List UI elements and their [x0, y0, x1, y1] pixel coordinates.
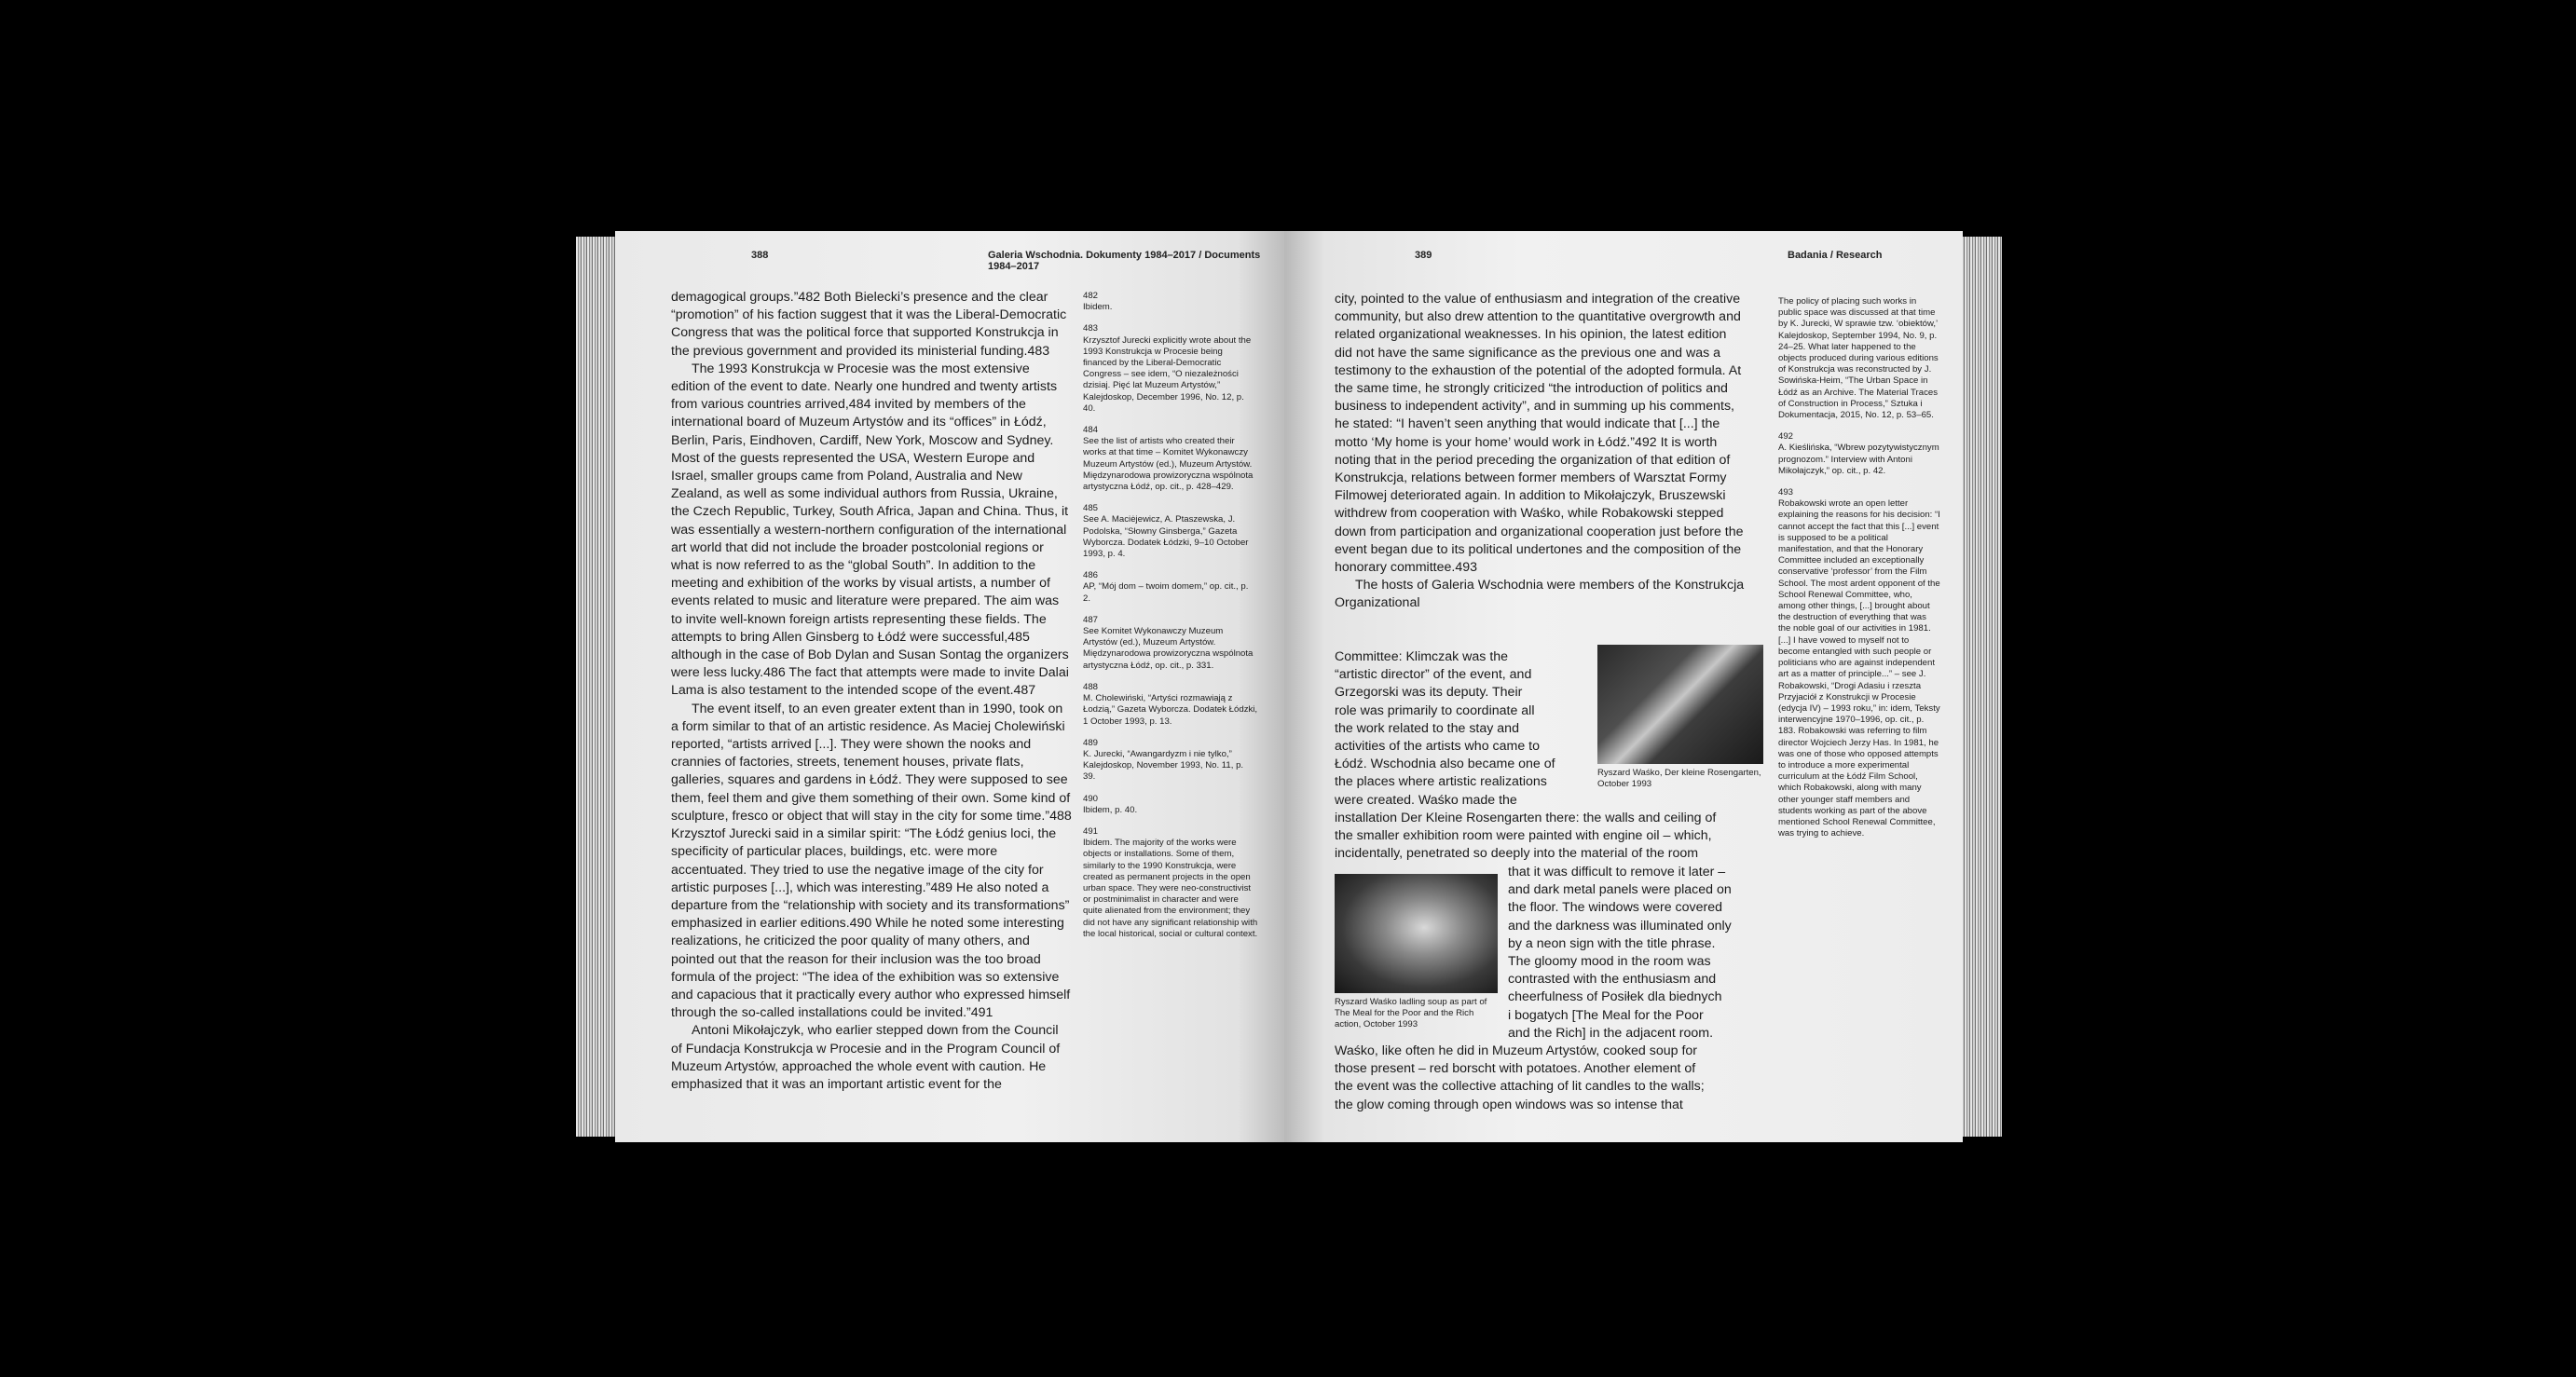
- text-line: the places where artistic realizations: [1335, 774, 1547, 790]
- text-line: the glow coming through open windows was so intense that: [1335, 1097, 1683, 1112]
- footnote: 486 AP, “Mój dom – twoim domem,” op. cit., p. 2.: [1083, 570, 1249, 604]
- right-page: [1284, 231, 1963, 1142]
- footnote: 491 Ibidem. The majority of the works were objects or installations. Some of them, similarly to the 1990 Konstrukcja, were created as permanent projects in the open urban space. They were neo-constructivist or postminimalist in character and were quite alienated from the environment; they did not have any significant relationship with the local historical, social or cultural context.: [1083, 825, 1258, 939]
- text-line: by a neon sign with the title phrase.: [1508, 935, 1716, 951]
- footnote: 488 M. Cholewiński, “Artyści rozmawiają z Łodzią,” Gazeta Wyborcza. Dodatek Łódzki, 1 October 1993, p. 13.: [1083, 681, 1258, 727]
- photo-ladling-soup: [1335, 874, 1498, 993]
- footnote: 490 Ibidem, p. 40.: [1083, 793, 1138, 815]
- text-line: the smaller exhibition room were painted with engine oil – which,: [1335, 828, 1712, 844]
- footnote: 485 See A. Maciėjewicz, A. Ptaszewska, J. Podolska, “Słowny Ginsberga,” Gazeta Wyborcza. Dodatek Łódzki, 9–10 October 1993, p. 4.: [1083, 503, 1249, 560]
- text-line: cheerfulness of Posiłek dla biednych: [1508, 989, 1722, 1005]
- footnote: 487 See Komitet Wykonawczy Muzeum Artystów (ed.), Muzeum Artystów. Międzynarodowa prowizoryczna wspólnota artystyczna Łódź, op. cit., p. 331.: [1083, 614, 1254, 671]
- left-paragraph: demagogical groups.”482 Both Bielecki’s presence and the clear “promotion” of his faction suggest that it was the Liberal-Democratic Congress that was the political force that supported Konstrukcja in the previous government and provided its ministerial funding.483: [671, 290, 1067, 359]
- text-line: that it was difficult to remove it later –: [1508, 865, 1726, 879]
- left-footnotes: [1083, 291, 1258, 950]
- text-line: activities of the artists who came to: [1335, 739, 1540, 755]
- text-line: and the Rich] in the adjacent room.: [1508, 1025, 1714, 1041]
- text-line: Łódź. Wschodnia also became one of: [1335, 757, 1555, 772]
- text-line: “artistic director” of the event, and: [1335, 667, 1532, 683]
- right-text-beside-photo-1: [1335, 648, 1592, 810]
- page-edges-left: [576, 237, 619, 1137]
- text-line: i bogatych [The Meal for the Poor: [1508, 1007, 1704, 1023]
- left-paragraph: The event itself, to an even greater extent than in 1990, took on a form similar to that of an artistic residence. As Maciej Cholewiński reported, “artists arrived [...]. They were shown the nooks and crannies of factories, streets, tenement houses, private flats, galleries, squares and gardens in Łódź. They were supposed to see them, feel them and give them something of their own. Some kind of sculpture, fresco or object that will stay in the city for some time.”488 Krzysztof Jurecki said in a similar spirit: “The Łódź genius loci, the specificity of particular places, buildings, etc. were more accentuated. They tried to use the negative image of the city for artistic purposes [...], which was interesting.”489 He also noted a departure from the “relationship with society and its transformations” emphasized in earlier editions.490 While he noted some interesting realizations, he criticized the poor quality of many others, and pointed out that the reason for their inclusion was the too broad formula of the project: “The idea of the exhibition was so extensive and capacious that it practically every author who expressed himself through the so-called installations could be invited.”491: [671, 701, 1072, 1021]
- photo-der-kleine-rosengarten: [1597, 645, 1763, 764]
- right-main-text-top: [1335, 291, 1745, 613]
- text-line: contrasted with the enthusiasm and: [1508, 972, 1717, 988]
- right-paragraph: city, pointed to the value of enthusiasm and integration of the creative community, but also drew attention to the quantitative overgrowth and related organizational weaknesses. In his opinion, the latest edition did not have the same significance as the previous one and was a testimony to the exhaustion of the potential of the adopted formula. At the same time, he strongly criticized “the introduction of politics and business to independent activity”, and in summing up his comments, he stated: “I haven’t seen anything that would indicate that [...] the motto ‘My home is your home’ would work in Łódź.”492 It is worth noting that in the period preceding the organization of that edition of Konstrukcja, relations between former members of Warsztat Formy Filmowej deteriorated again. In addition to Mikołajczyk, Bruszewski withdrew from cooperation with Waśko, while Robakowski stepped down from participation and organizational cooperation just before the event began due to its political undertones and the composition of the honorary committee.493: [1335, 292, 1744, 576]
- photo-1-caption: Ryszard Waśko, Der kleine Rosengarten, October 1993: [1597, 768, 1761, 790]
- text-line: Committee: Klimczak was the: [1335, 649, 1509, 664]
- right-page-number: 389: [1415, 250, 1432, 261]
- text-line: the event was the collective attaching of lit candles to the walls;: [1335, 1079, 1705, 1095]
- text-line: the floor. The windows were covered: [1508, 900, 1723, 916]
- right-text-beside-photo-2: [1508, 864, 1765, 1043]
- text-line: role was primarily to coordinate all: [1335, 702, 1535, 718]
- text-line: Grzegorski was its deputy. Their: [1335, 685, 1523, 701]
- footnote: 489 K. Jurecki, “Awangardyzm i nie tylko,” Kalejdoskop, November 1993, No. 11, p. 39.: [1083, 737, 1244, 783]
- right-text-mid: [1335, 810, 1763, 864]
- page-edges-right: [1959, 237, 2002, 1137]
- text-line: were created. Waśko made the: [1335, 792, 1517, 808]
- text-line: The gloomy mood in the room was: [1508, 954, 1711, 970]
- text-line: and dark metal panels were placed on: [1508, 882, 1732, 898]
- text-line: those present – red borscht with potatoes. Another element of: [1335, 1061, 1696, 1077]
- text-line: Waśko, like often he did in Muzeum Artystów, cooked soup for: [1335, 1043, 1698, 1058]
- footnote: 482 Ibidem.: [1083, 291, 1113, 313]
- left-paragraph: The 1993 Konstrukcja w Procesie was the most extensive edition of the event to date. Nearly one hundred and twenty artists from various countries arrived,484 invited by members of the international board of Muzeum Artystów and its “offices” in Łódź, Berlin, Paris, Eindhoven, Cardiff, New York, Moscow and Sydney. Most of the guests represented the USA, Western Europe and Israel, smaller groups came from Poland, Australia and New Zealand, as well as some individual authors from Russia, Ukraine, the Czech Republic, Turkey, South Africa, Japan and China. Thus, it was essentially a western-northern configuration of the international art world that did not include the broader postcolonial regions or what is now referred to as the “global South”. In addition to the meeting and exhibition of the works by visual artists, a number of events related to music and literature were prepared. The aim was to invite well-known foreign artists representing these fields. The attempts to bring Allen Ginsberg to Łódź were successful,485 although in the case of Bob Dylan and Susan Sontag the organizers were less lucky.486 The fact that attempts were made to invite Dalai Lama is also testament to the intended scope of the event.487: [671, 361, 1069, 699]
- text-line: and the darkness was illuminated only: [1508, 918, 1732, 934]
- right-running-title: Badania / Research: [1788, 250, 1883, 261]
- right-text-bottom: [1335, 1043, 1763, 1114]
- photo-2-caption: Ryszard Waśko ladling soup as part of The Meal for the Poor and the Rich action, October 1993: [1335, 997, 1487, 1030]
- text-line: the work related to the stay and: [1335, 720, 1519, 736]
- text-line: installation Der Kleine Rosengarten there: the walls and ceiling of: [1335, 811, 1717, 825]
- footnote: 492 A. Kieślińska, “Wbrew pozytywistycznym prognozom.” Interview with Antoni Mikołajczyk,” op. cit., p. 42.: [1778, 431, 1939, 476]
- left-page-number: 388: [751, 250, 769, 261]
- right-footnotes: [1778, 296, 1940, 850]
- right-paragraph: The hosts of Galeria Wschodnia were members of the Konstrukcja Organizational: [1335, 578, 1745, 611]
- left-page: [615, 231, 1284, 1142]
- text-line: incidentally, penetrated so deeply into the material of the room: [1335, 846, 1699, 862]
- left-paragraph: Antoni Mikołajczyk, who earlier stepped down from the Council of Fundacja Konstrukcja w Procesie and in the Program Council of Muzeum Artystów, approached the whole event with caution. He emphasized that it was an important artistic event for the: [671, 1023, 1061, 1092]
- left-running-title: Galeria Wschodnia. Dokumenty 1984–2017 / Documents 1984–2017: [988, 250, 1261, 272]
- footnote: 493 Robakowski wrote an open letter explaining the reasons for his decision: “I cannot accept the fact that this [...] event is supposed to be a political manifestation, and that the Honorary Committee included an exceptionally conservative ‘professor’ from the Film School. The most ardent opponent of the School Renewal Committee, who, among other things, [...] brought about the destruction of everything that was the noble goal of our activities in 1981. [...] I have vowed to myself not to become entangled with such people or politicians who are against independent art as a matter of principle...” – see J. Robakowski, “Drogi Adasiu i rzeszta Przyjaciół z Konstrukcji w Procesie (edycja IV) – 1993 roku,” in: idem, Teksty interwencyjne 1970–1996, op. cit., p. 183. Robakowski was referring to film director Wojciech Jerzy Has. In 1981, he was one of those who opposed attempts to introduce a more experimental curriculum at the Łódź Film School, which Robakowski, along with many other younger staff members and students working as part of the above mentioned School Renewal Committee, was trying to achieve.: [1778, 487, 1940, 839]
- open-book: [576, 231, 2002, 1144]
- footnote: 484 See the list of artists who created their works at that time – Komitet Wykonawczy Muzeum Artystów (ed.), Muzeum Artystów. Międzynarodowa prowizoryczna wspólnota artystyczna Łódź, op. cit., p. 428–429.: [1083, 425, 1254, 493]
- left-main-text: [671, 289, 1072, 1094]
- footnote: 483 Krzysztof Jurecki explicitly wrote about the 1993 Konstrukcja w Procesie being financed by the Liberal-Democratic Congress – see idem, “O niezależności dzisiaj. Pięć lat Muzeum Artystów,” Kalejdoskop, December 1996, No. 12, p. 40.: [1083, 323, 1252, 414]
- footnote: The policy of placing such works in public space was discussed at that time by K. Jurecki, W sprawie tzw. ‘obiektów,’ Kalejdoskop, September 1994, No. 9, p. 24–25. What later happened to the objects produced during various editions of Konstrukcja was reconstructed by J. Sowińska-Heim, “The Urban Space in Łódź as an Archive. The Material Traces of Construction in Process,” Sztuka i Dokumentacja, 2015, No. 12, p. 53–65.: [1778, 296, 1939, 421]
